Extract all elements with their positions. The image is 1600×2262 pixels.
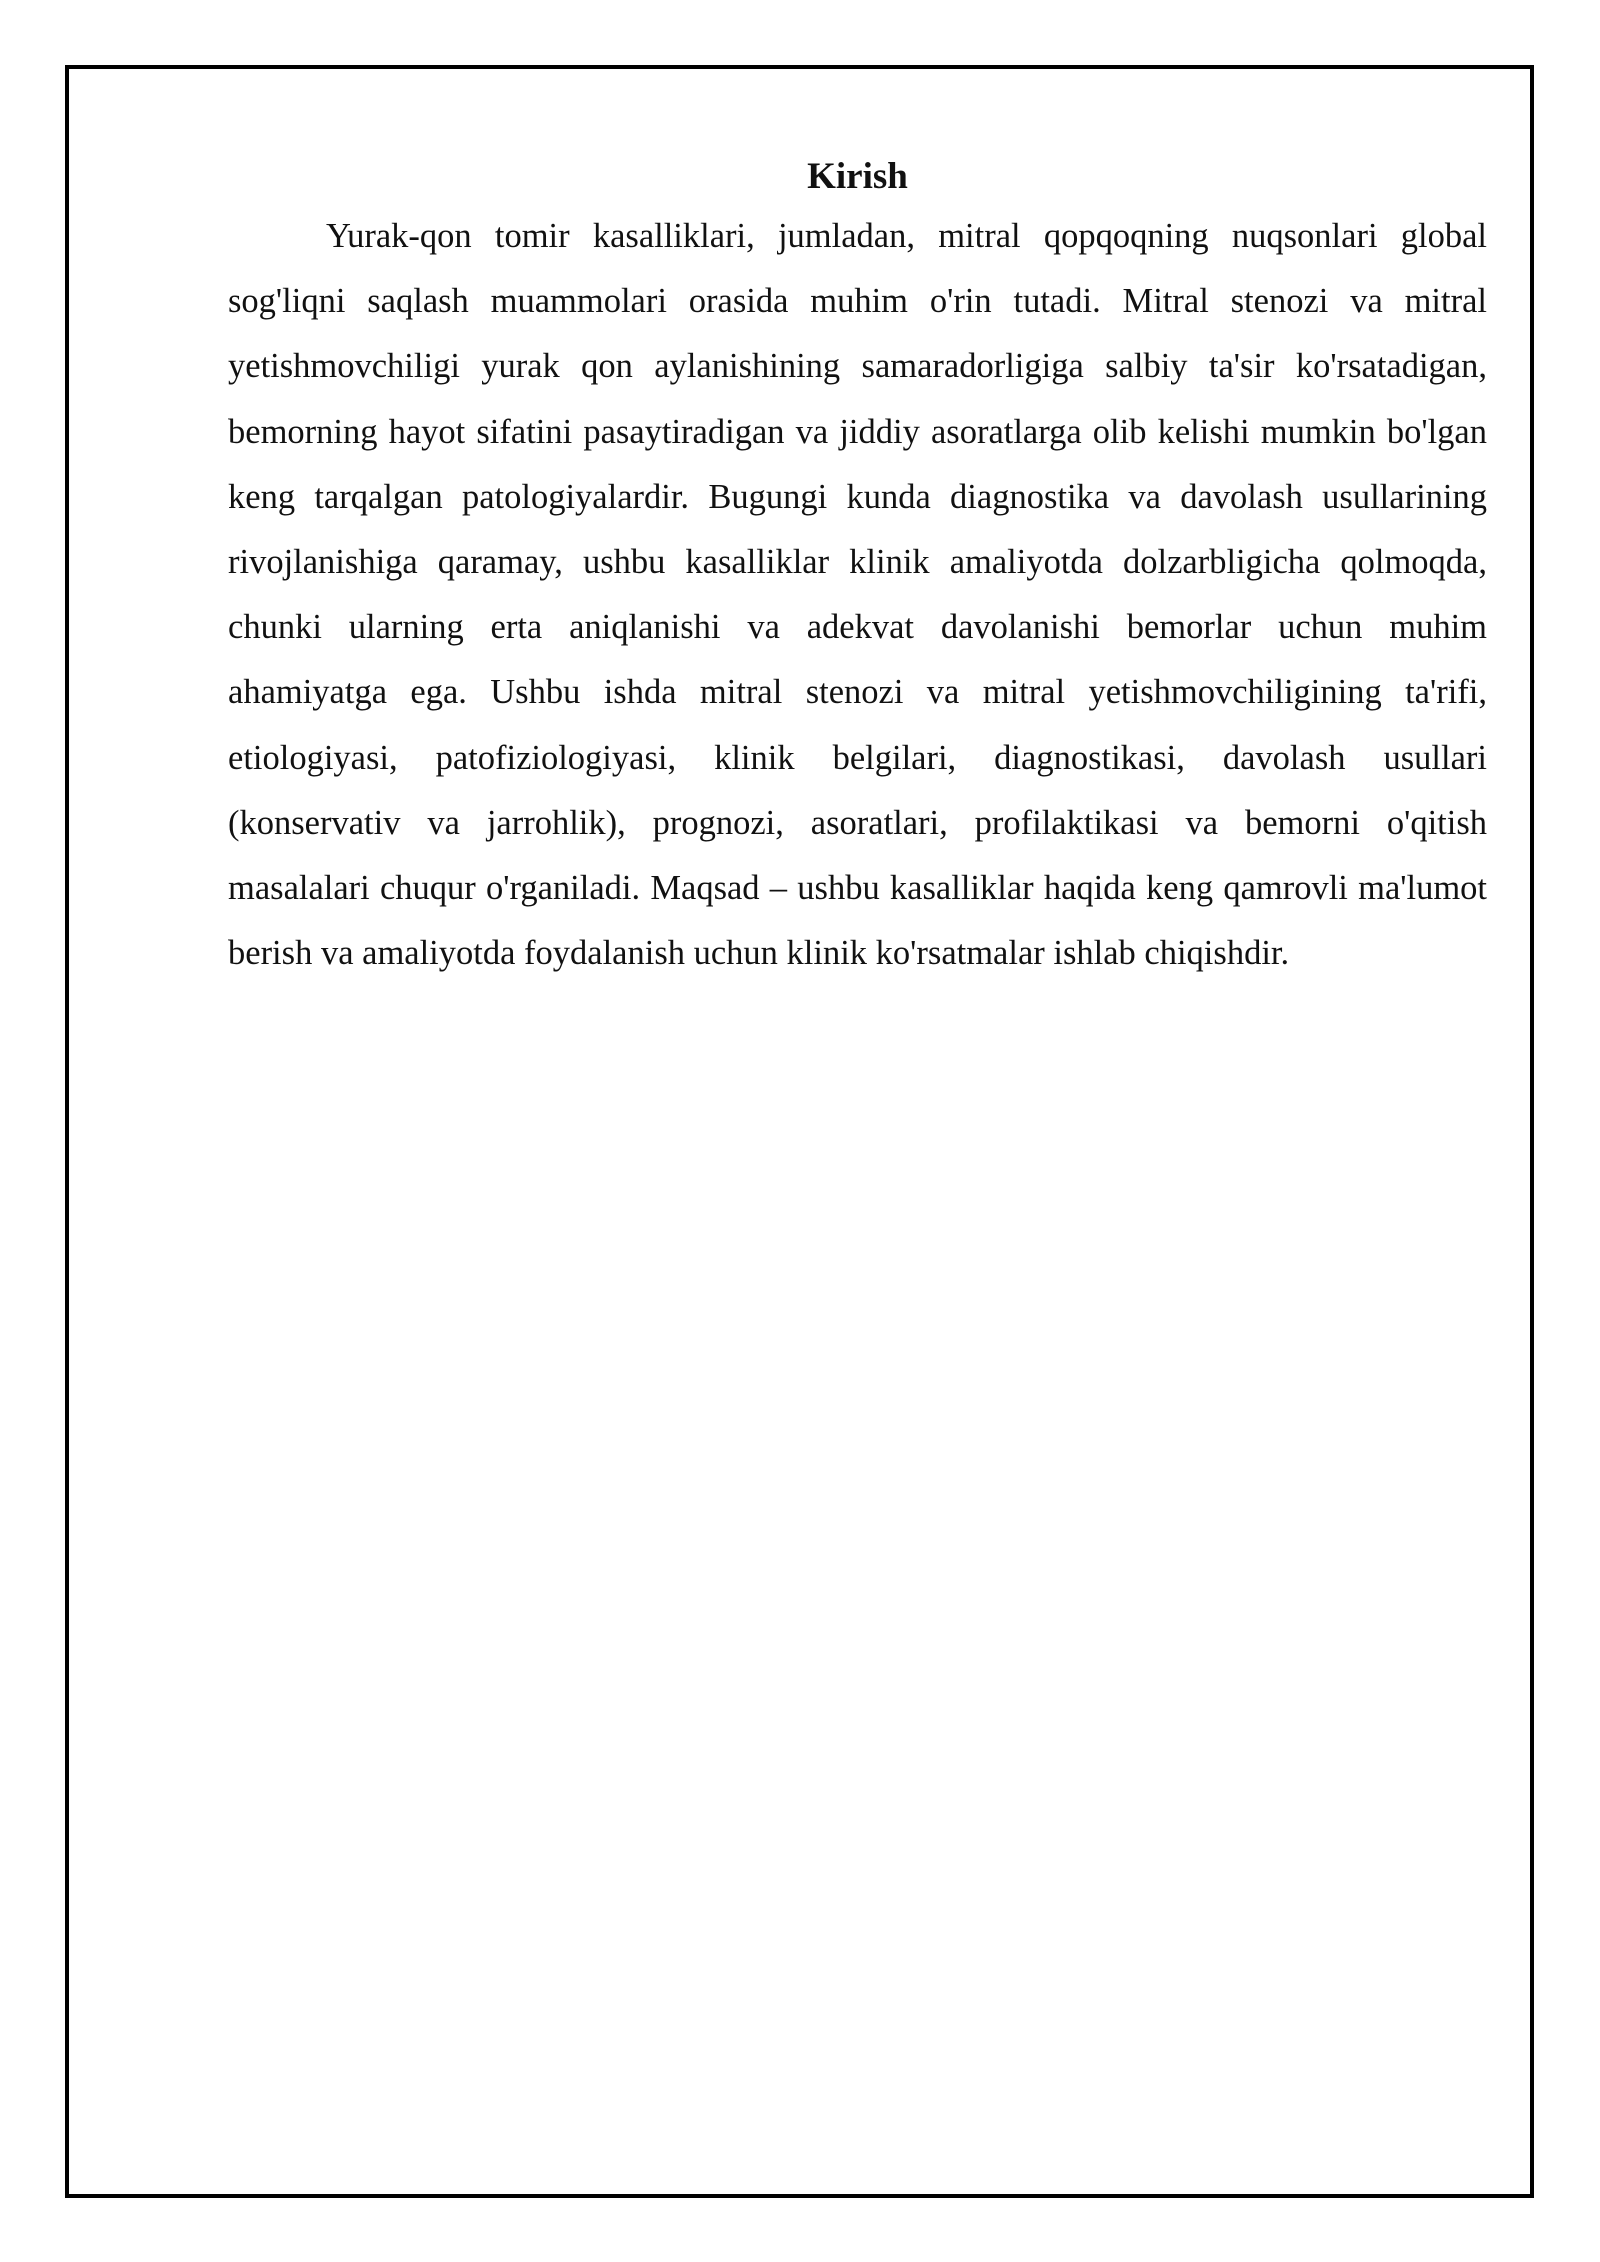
page-title: Kirish: [807, 156, 908, 197]
body-paragraph: Yurak-qon tomir kasalliklari, jumladan, mitral qopqoqning nuqsonlari global sog'liqni saqlash muammolari orasida muhim o'rin tutadi. Mitral stenozi va mitral yetishmovchiligi yurak qon aylanishining samaradorligiga salbiy ta'sir ko'rsatadigan, bemorning hayot sifatini pasaytiradigan va jiddiy asoratlarga olib kelishi mumkin bo'lgan keng tarqalgan patologiyalardir. Bugungi kunda diagnostika va davolash usullarining rivojlanishiga qaramay, ushbu kasalliklar klinik amaliyotda dolzarbligicha qolmoqda, chunki ularning erta aniqlanishi va adekvat davolanishi bemorlar uchun muhim ahamiyatga ega. Ushbu ishda mitral stenozi va mitral yetishmovchiligining ta'rifi, etiologiyasi, patofiziologiyasi, klinik belgilari, diagnostikasi, davolash usullari (konservativ va jarrohlik), prognozi, asoratlari, profilaktikasi va bemorni o'qitish masalalari chuqur o'rganiladi. Maqsad – ushbu kasalliklar haqida keng qamrovli ma'lumot berish va amaliyotda foydalanish uchun klinik ko'rsatmalar ishlab chiqishdir.: [228, 217, 1487, 973]
document-content: [228, 150, 1487, 986]
